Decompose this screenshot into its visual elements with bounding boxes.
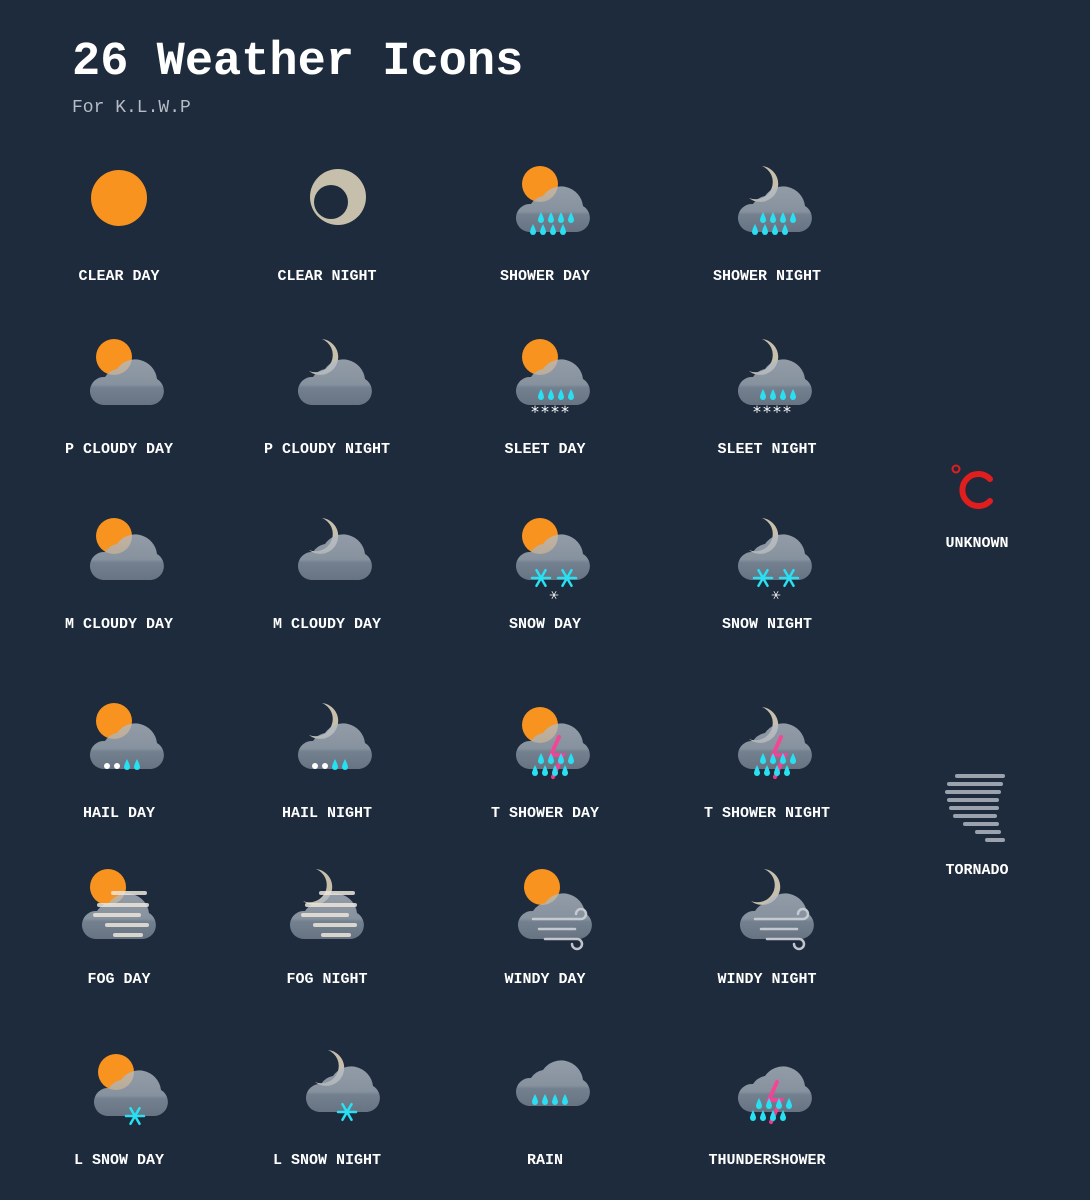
icon-tile[interactable] <box>237 863 417 1003</box>
icon-label: HAIL DAY <box>82 805 155 822</box>
icon-label: SLEET DAY <box>504 441 586 458</box>
icon-tile[interactable] <box>29 333 209 473</box>
icon-tile[interactable] <box>29 697 209 837</box>
icon-tile[interactable] <box>455 508 635 648</box>
icon-label: CLEAR NIGHT <box>277 268 377 285</box>
icon-label: L SNOW DAY <box>73 1152 164 1169</box>
tornado-icon <box>927 764 1027 864</box>
shower-night-icon <box>717 160 817 260</box>
icon-tile[interactable] <box>677 1044 857 1184</box>
icon-label: FOG NIGHT <box>286 971 368 988</box>
icon-label: FOG DAY <box>87 971 151 988</box>
icon-tile[interactable] <box>677 333 857 473</box>
icon-label: T SHOWER DAY <box>490 805 600 822</box>
fog-day-icon <box>69 863 169 963</box>
icon-tile[interactable] <box>455 863 635 1003</box>
snow-night-icon <box>717 508 817 608</box>
icon-label: SHOWER DAY <box>499 268 590 285</box>
partly-cloudy-day-icon <box>69 333 169 433</box>
windy-day-icon <box>495 863 595 963</box>
icon-label: T SHOWER NIGHT <box>703 805 831 822</box>
icon-label: SNOW DAY <box>508 616 581 633</box>
fog-night-icon <box>277 863 377 963</box>
thundershower-icon <box>717 1044 817 1144</box>
clear-night-icon <box>277 160 377 260</box>
light-snow-night-icon <box>277 1044 377 1144</box>
icon-tile[interactable] <box>455 697 635 837</box>
icon-tile[interactable] <box>455 160 635 300</box>
icon-label: CLEAR DAY <box>78 268 160 285</box>
icon-label: L SNOW NIGHT <box>272 1152 382 1169</box>
hail-day-icon <box>69 697 169 797</box>
mostly-cloudy-day-icon <box>69 508 169 608</box>
sleet-night-icon <box>717 333 817 433</box>
icon-tile[interactable] <box>677 508 857 648</box>
icon-label: P CLOUDY NIGHT <box>263 441 391 458</box>
icon-tile[interactable] <box>29 1044 209 1184</box>
icon-tile[interactable] <box>237 697 417 837</box>
icon-tile[interactable] <box>29 160 209 300</box>
rain-icon <box>495 1044 595 1144</box>
page-subtitle: For K.L.W.P <box>72 98 191 118</box>
icon-label: SLEET NIGHT <box>717 441 817 458</box>
snow-day-icon <box>495 508 595 608</box>
icon-tile[interactable] <box>29 863 209 1003</box>
clear-day-icon <box>69 160 169 260</box>
thunder-shower-day-icon <box>495 697 595 797</box>
icon-tile[interactable] <box>887 764 1067 904</box>
icon-tile[interactable] <box>677 160 857 300</box>
icon-tile[interactable] <box>887 455 1067 595</box>
thunder-shower-night-icon <box>717 697 817 797</box>
icon-tile[interactable] <box>29 508 209 648</box>
shower-day-icon <box>495 160 595 260</box>
icon-tile[interactable] <box>455 1044 635 1184</box>
icon-tile[interactable] <box>237 333 417 473</box>
windy-night-icon <box>717 863 817 963</box>
icon-label: M CLOUDY DAY <box>64 616 174 633</box>
icon-label: UNKNOWN <box>945 535 1009 552</box>
icon-label: WINDY DAY <box>504 971 586 988</box>
icon-label: M CLOUDY DAY <box>272 616 382 633</box>
icon-label: THUNDERSHOWER <box>708 1152 826 1169</box>
icon-tile[interactable] <box>237 160 417 300</box>
icon-label: P CLOUDY DAY <box>64 441 174 458</box>
icon-label: HAIL NIGHT <box>281 805 372 822</box>
icon-tile[interactable] <box>455 333 635 473</box>
icon-label: TORNADO <box>945 862 1009 879</box>
icon-label: WINDY NIGHT <box>717 971 817 988</box>
icon-tile[interactable] <box>237 1044 417 1184</box>
light-snow-day-icon <box>69 1044 169 1144</box>
icon-label: RAIN <box>526 1152 563 1169</box>
icon-label: SNOW NIGHT <box>721 616 812 633</box>
page-title: 26 Weather Icons <box>72 36 524 89</box>
icon-tile[interactable] <box>677 863 857 1003</box>
sleet-day-icon <box>495 333 595 433</box>
icon-label: SHOWER NIGHT <box>712 268 822 285</box>
mostly-cloudy-night-icon <box>277 508 377 608</box>
partly-cloudy-night-icon <box>277 333 377 433</box>
icon-tile[interactable] <box>237 508 417 648</box>
hail-night-icon <box>277 697 377 797</box>
icon-tile[interactable] <box>677 697 857 837</box>
